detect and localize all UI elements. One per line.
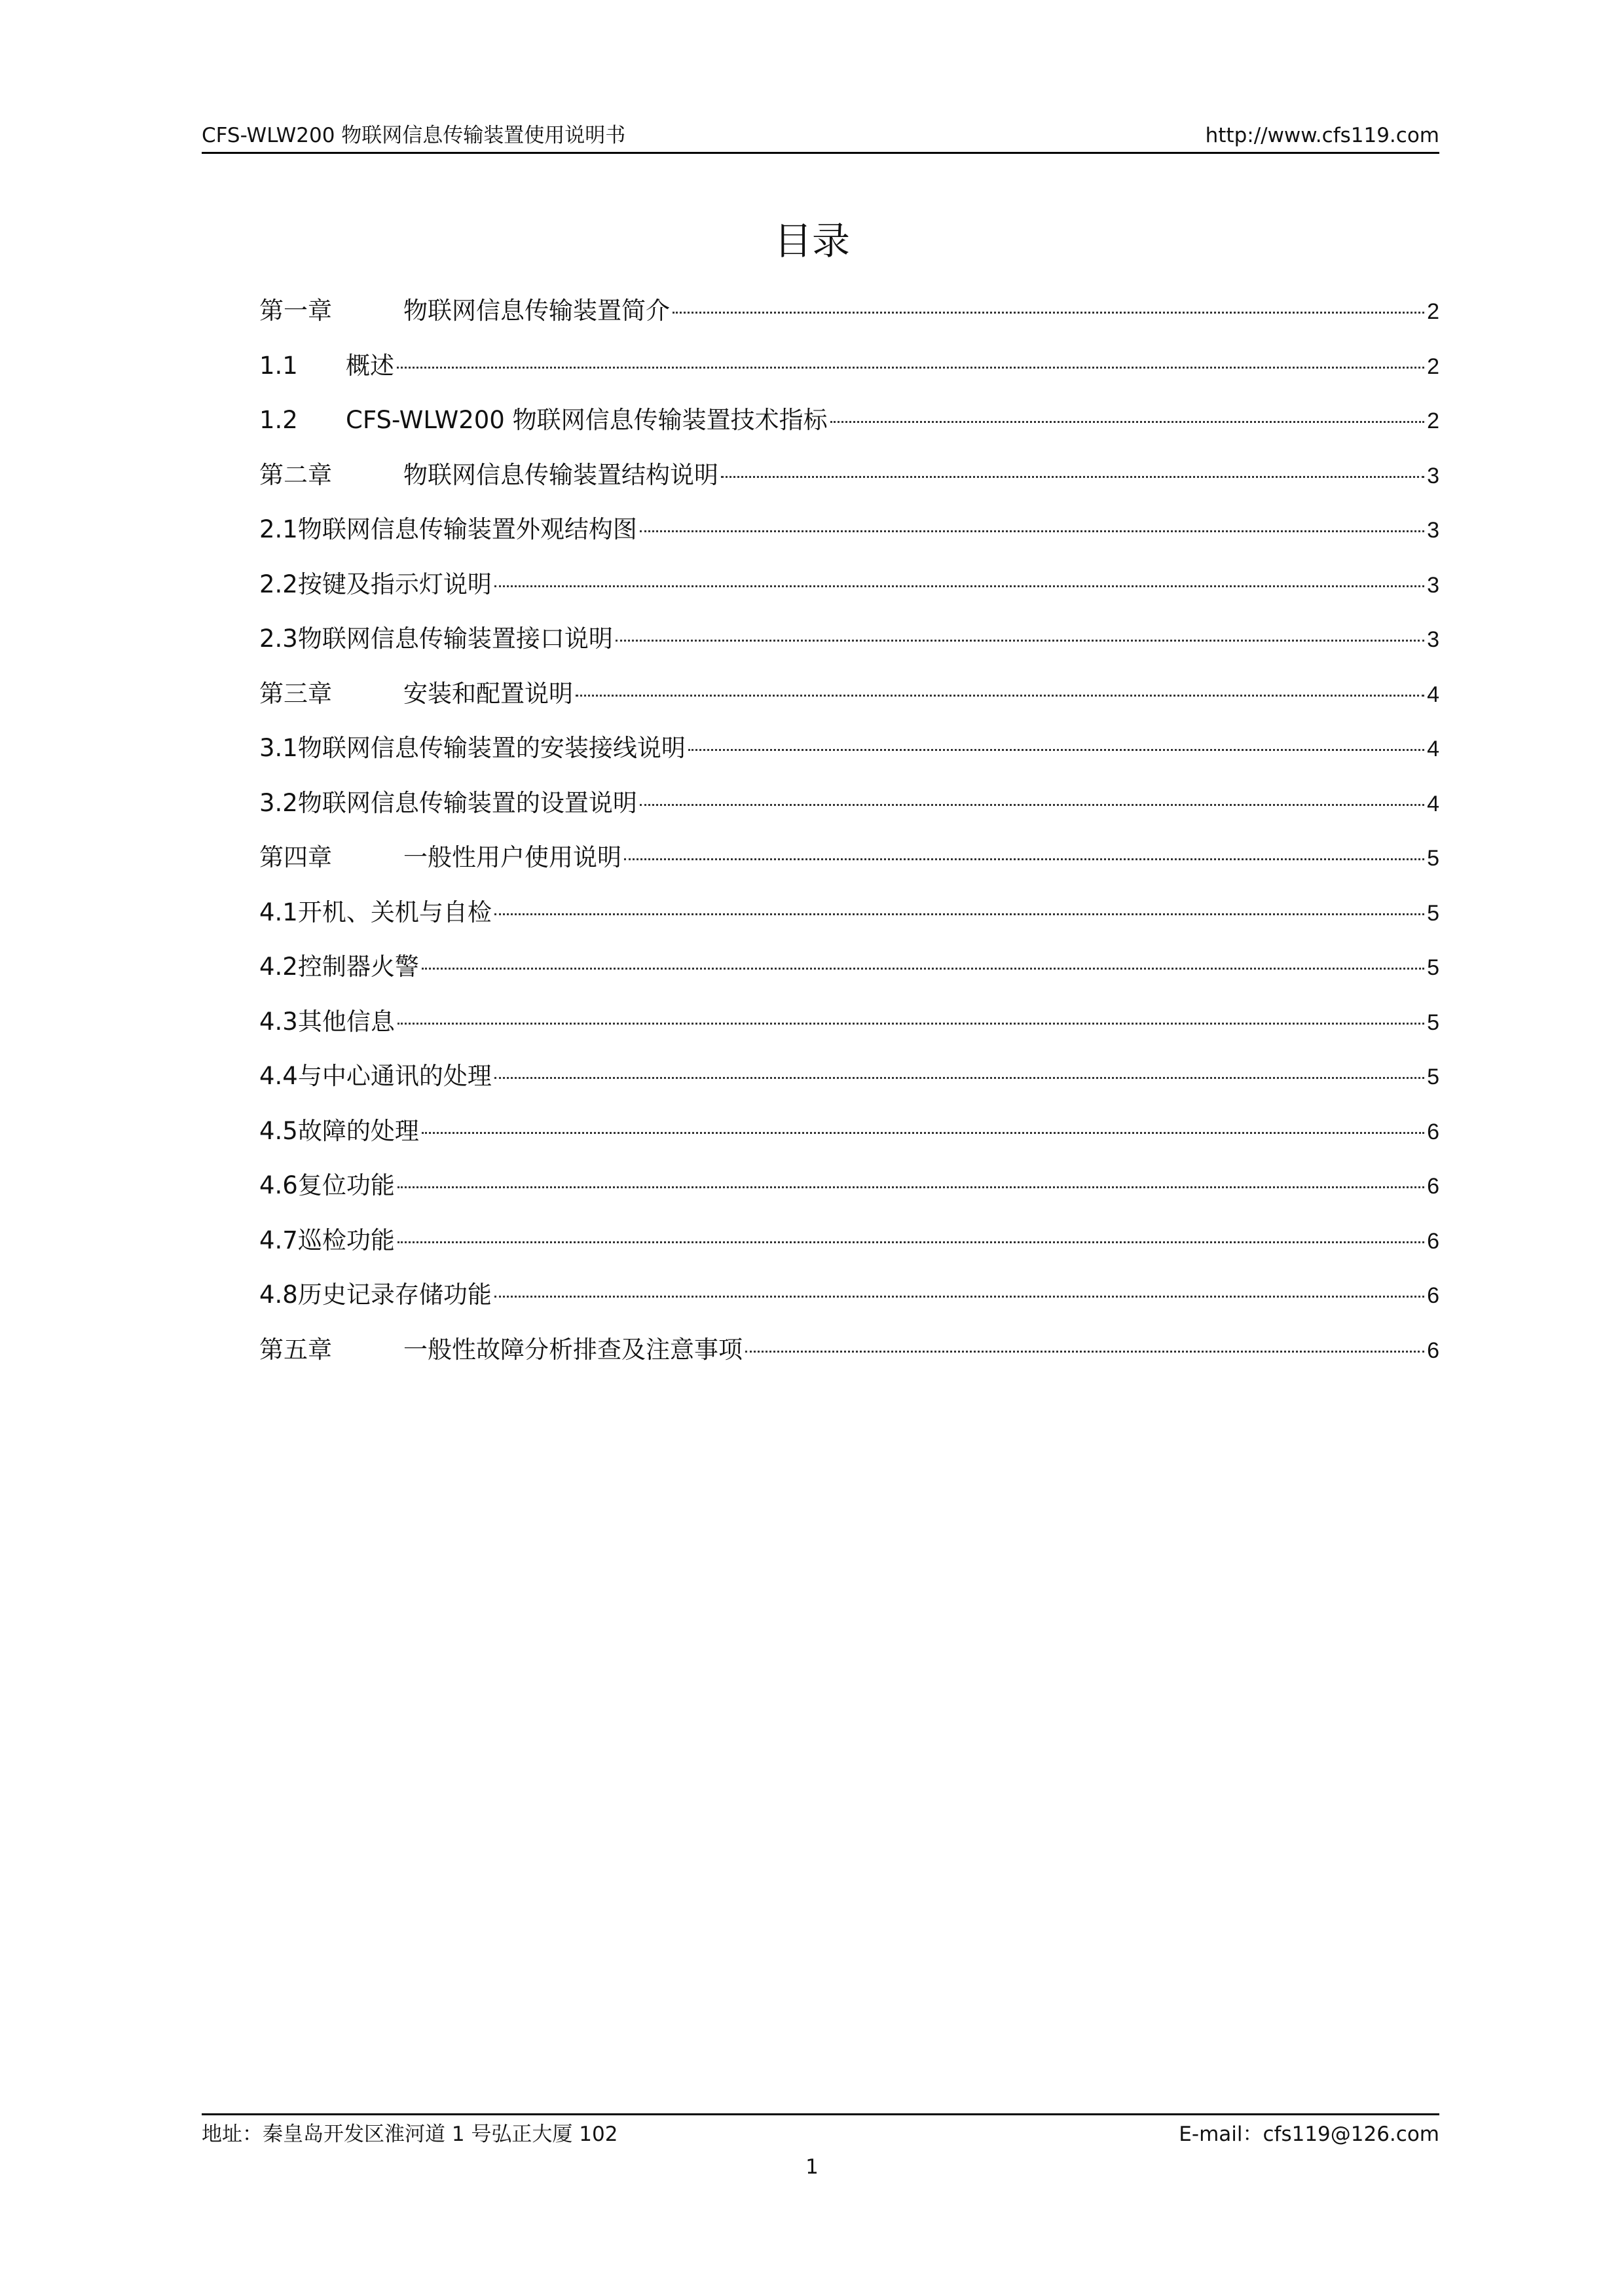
- toc-entry-number: 1.2: [259, 406, 298, 434]
- toc-dot-leader: [745, 1351, 1424, 1353]
- toc-entry-title: 按键及指示灯说明: [297, 570, 492, 598]
- toc-entry-title: 历史记录存储功能: [297, 1281, 492, 1309]
- toc-entry-number: 4.6: [259, 1171, 298, 1199]
- toc-dot-leader: [397, 1186, 1424, 1188]
- toc-entry[interactable]: [259, 296, 1439, 351]
- toc-entry-title: 开机、关机与自检: [297, 898, 492, 926]
- toc-entry-page: 2: [1427, 409, 1439, 433]
- toc-entry-page: 6: [1427, 1174, 1439, 1199]
- toc-entry[interactable]: [259, 624, 1439, 679]
- toc-entry-number: 2.1: [259, 515, 298, 543]
- toc-entry-title: CFS-WLW200 物联网信息传输装置技术指标: [346, 406, 828, 434]
- toc-dot-leader: [397, 1023, 1424, 1025]
- toc-dot-leader: [673, 312, 1424, 314]
- toc-dot-leader: [624, 858, 1424, 860]
- toc-entry-title: 物联网信息传输装置接口说明: [297, 625, 613, 653]
- header-website-link[interactable]: http://www.cfs119.com: [1205, 124, 1439, 147]
- toc-entry[interactable]: [259, 952, 1439, 1007]
- toc-entry[interactable]: [259, 1007, 1439, 1062]
- toc-entry-page: 6: [1427, 1119, 1439, 1144]
- toc-entry-title: 控制器火警: [297, 953, 419, 981]
- header-document-title: CFS-WLW200 物联网信息传输装置使用说明书: [202, 124, 626, 147]
- toc-dot-leader: [422, 968, 1424, 970]
- toc-dot-leader: [397, 367, 1424, 369]
- toc-entry-number: 第一章: [259, 297, 332, 325]
- toc-dot-leader: [494, 1077, 1424, 1079]
- toc-entry-page: 5: [1427, 955, 1439, 980]
- footer-divider: [202, 2113, 1439, 2115]
- toc-entry-page: 5: [1427, 846, 1439, 871]
- toc-entry-page: 6: [1427, 1283, 1439, 1308]
- page-header: [202, 115, 1439, 154]
- toc-entry-title: 巡检功能: [297, 1226, 395, 1254]
- toc-entry-number: 4.5: [259, 1116, 298, 1145]
- toc-entry-number: 2.3: [259, 625, 298, 653]
- toc-entry-title: 与中心通讯的处理: [297, 1062, 492, 1090]
- toc-dot-leader: [721, 476, 1424, 478]
- table-of-contents: [259, 296, 1439, 1389]
- toc-entry[interactable]: [259, 405, 1439, 460]
- toc-entry-number: 第五章: [259, 1335, 332, 1364]
- toc-entry-title: 物联网信息传输装置外观结构图: [297, 515, 637, 543]
- toc-entry-title: 其他信息: [297, 1007, 395, 1036]
- toc-entry-title: 物联网信息传输装置简介: [403, 297, 670, 325]
- toc-entry-title: 物联网信息传输装置的设置说明: [297, 788, 637, 817]
- toc-entry[interactable]: [259, 1335, 1439, 1390]
- toc-entry-title: 故障的处理: [297, 1116, 419, 1145]
- toc-dot-leader: [494, 585, 1424, 587]
- toc-entry[interactable]: [259, 1226, 1439, 1281]
- toc-entry-title: 一般性用户使用说明: [403, 843, 621, 871]
- toc-entry-page: 2: [1427, 354, 1439, 379]
- toc-entry[interactable]: [259, 733, 1439, 788]
- toc-entry-page: 3: [1427, 627, 1439, 652]
- toc-entry-number: 第三章: [259, 679, 332, 708]
- toc-entry-number: 第二章: [259, 460, 332, 489]
- toc-entry-page: 4: [1427, 682, 1439, 707]
- toc-entry-title: 安装和配置说明: [403, 679, 573, 708]
- toc-entry-page: 3: [1427, 518, 1439, 543]
- toc-entry[interactable]: [259, 898, 1439, 953]
- toc-entry[interactable]: [259, 460, 1439, 515]
- toc-entry-number: 3.1: [259, 734, 298, 762]
- toc-dot-leader: [688, 749, 1424, 751]
- footer-address: 地址：秦皇岛开发区淮河道 1 号弘正大厦 102: [202, 2123, 618, 2146]
- toc-entry-title: 物联网信息传输装置的安装接线说明: [297, 734, 686, 762]
- toc-entry[interactable]: [259, 679, 1439, 734]
- toc-dot-leader: [830, 421, 1425, 423]
- footer-email[interactable]: E-mail：cfs119@126.com: [1179, 2123, 1439, 2146]
- toc-entry-page: 3: [1427, 572, 1439, 598]
- toc-entry[interactable]: [259, 570, 1439, 625]
- toc-entry-number: 4.7: [259, 1226, 298, 1254]
- toc-entry-page: 2: [1427, 299, 1439, 324]
- toc-dot-leader: [494, 913, 1424, 915]
- toc-dot-leader: [640, 530, 1424, 532]
- toc-entry-title: 物联网信息传输装置结构说明: [403, 460, 718, 489]
- toc-dot-leader: [616, 640, 1424, 642]
- toc-entry-number: 3.2: [259, 788, 298, 817]
- toc-dot-leader: [640, 804, 1424, 806]
- toc-entry[interactable]: [259, 1280, 1439, 1335]
- toc-entry[interactable]: [259, 1171, 1439, 1226]
- toc-dot-leader: [422, 1132, 1424, 1134]
- toc-entry-page: 5: [1427, 1010, 1439, 1035]
- toc-entry-title: 一般性故障分析排查及注意事项: [403, 1335, 743, 1364]
- toc-title: 目录: [773, 219, 850, 263]
- toc-entry-page: 5: [1427, 900, 1439, 926]
- toc-entry-title: 复位功能: [297, 1171, 395, 1199]
- page-number: 1: [805, 2155, 819, 2179]
- toc-dot-leader: [576, 695, 1424, 697]
- toc-dot-leader: [397, 1241, 1424, 1243]
- page-footer: [202, 2120, 1439, 2149]
- toc-entry-number: 1.1: [259, 351, 298, 380]
- toc-entry[interactable]: [259, 1061, 1439, 1116]
- toc-entry-number: 2.2: [259, 570, 298, 598]
- toc-entry-page: 6: [1427, 1228, 1439, 1254]
- toc-entry-page: 3: [1427, 463, 1439, 488]
- toc-entry-number: 4.2: [259, 953, 298, 981]
- toc-entry-title: 概述: [346, 351, 394, 380]
- toc-entry-page: 6: [1427, 1338, 1439, 1363]
- toc-entry[interactable]: [259, 515, 1439, 570]
- toc-entry-page: 4: [1427, 737, 1439, 761]
- toc-entry-number: 4.8: [259, 1281, 298, 1309]
- toc-entry-number: 第四章: [259, 843, 332, 871]
- toc-entry-page: 4: [1427, 791, 1439, 816]
- toc-entry-number: 4.4: [259, 1062, 298, 1090]
- toc-entry-page: 5: [1427, 1065, 1439, 1089]
- toc-entry[interactable]: [259, 788, 1439, 843]
- toc-dot-leader: [494, 1296, 1424, 1298]
- toc-entry[interactable]: [259, 843, 1439, 898]
- toc-entry-number: 4.1: [259, 898, 298, 926]
- toc-entry[interactable]: [259, 1116, 1439, 1171]
- toc-entry-number: 4.3: [259, 1007, 298, 1036]
- toc-entry[interactable]: [259, 351, 1439, 406]
